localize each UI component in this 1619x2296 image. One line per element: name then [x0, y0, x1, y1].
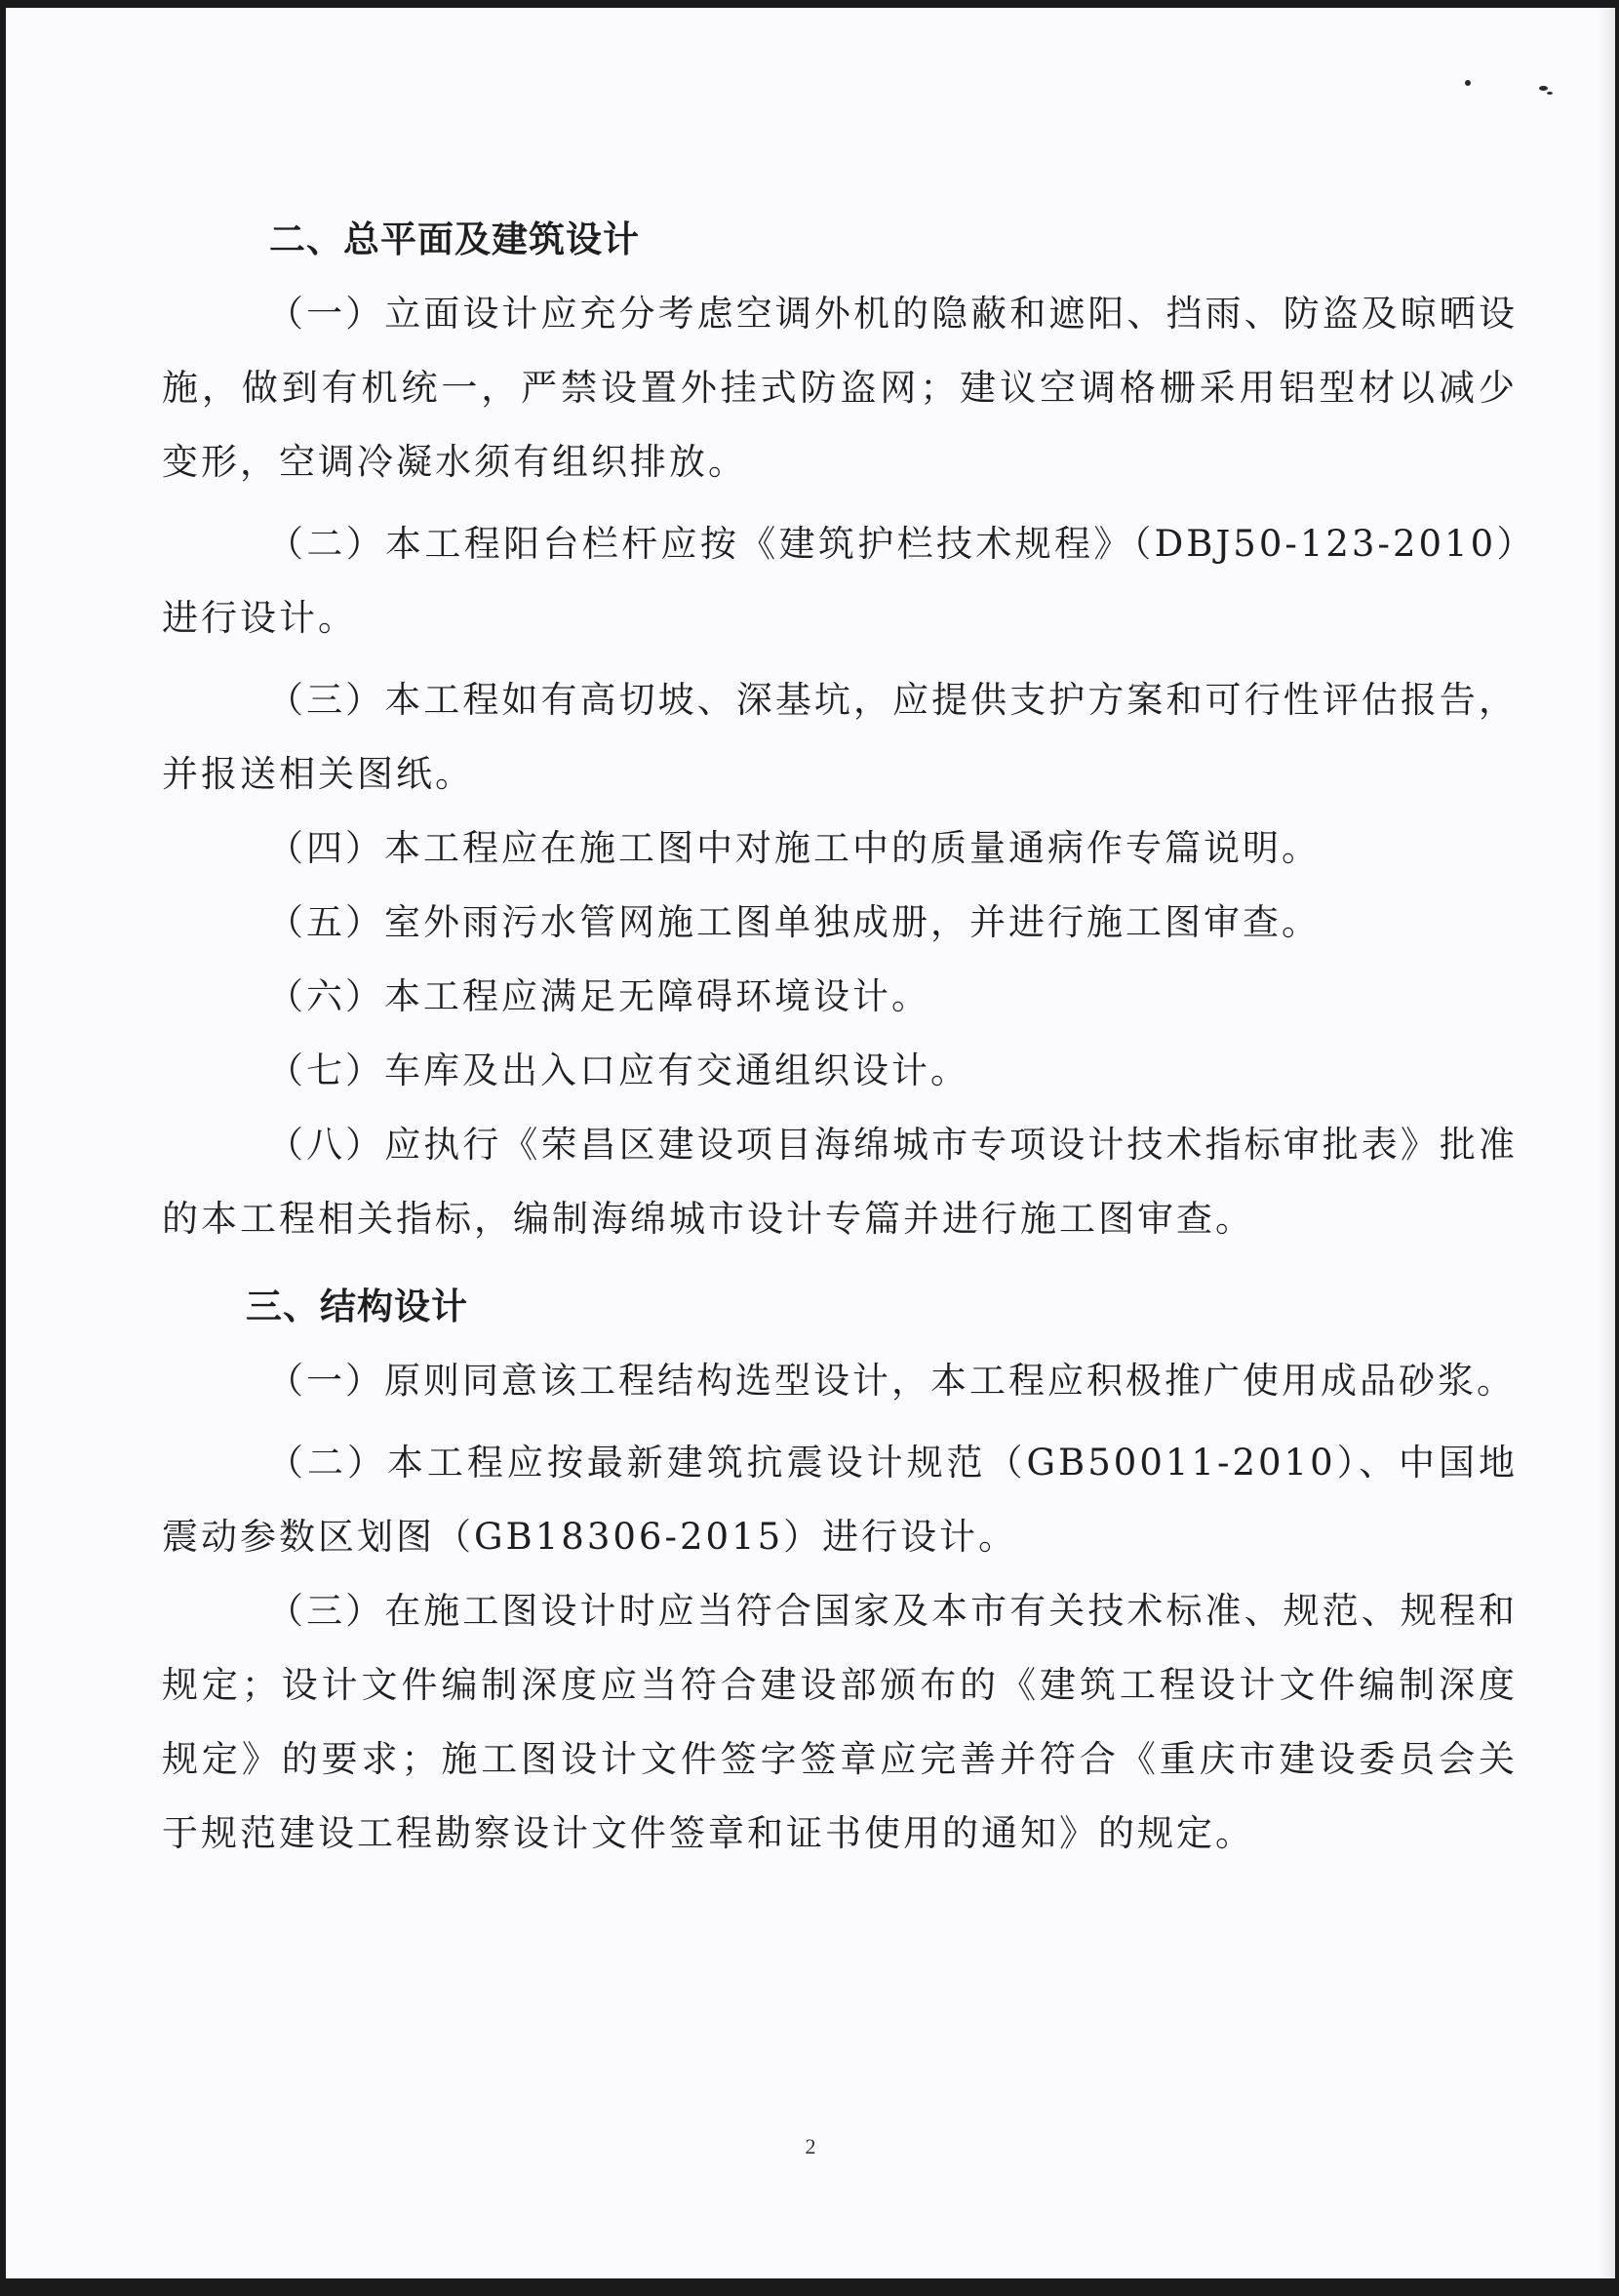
- paragraph-2-2: （二）本工程阳台栏杆应按《建筑护栏技术规程》（DBJ50-123-2010）进行设计。: [162, 523, 1518, 639]
- paragraph-2-7: （七）车库及出入口应有交通组织设计。: [267, 1049, 969, 1091]
- paragraph-2-4: （四）本工程应在施工图中对施工中的质量通病作专篇说明。: [267, 827, 1321, 869]
- paragraph-2-8: （八）应执行《荣昌区建设项目海绵城市专项设计技术指标审批表》批准的本工程相关指标，编制海绵城市设计专篇并进行施工图审查。: [162, 1124, 1518, 1240]
- document-page: [6, 8, 1615, 2278]
- paragraph-2-3: （三）本工程如有高切坡、深基坑，应提供支护方案和可行性评估报告，并报送相关图纸。: [162, 679, 1518, 795]
- paragraph-2-1: （一）立面设计应充分考虑空调外机的隐蔽和遮阳、挡雨、防盗及晾晒设施，做到有机统一，严禁设置外挂式防盗网；建议空调格栅采用铝型材以减少变形，空调冷凝水须有组织排放。: [162, 293, 1518, 483]
- section-heading-site-architecture: 二、总平面及建筑设计: [269, 218, 640, 260]
- paragraph-2-6: （六）本工程应满足无障碍环境设计。: [267, 975, 930, 1017]
- scan-speck: [1465, 80, 1471, 86]
- scan-speck: [1547, 92, 1553, 95]
- scan-edge-shadow: [1598, 8, 1615, 2278]
- paragraph-3-1: （一）原则同意该工程结构选型设计，本工程应积极推广使用成品砂浆。: [267, 1360, 1516, 1402]
- section-heading-structure: 三、结构设计: [246, 1286, 468, 1327]
- document-body: [162, 203, 1518, 1871]
- paragraph-3-3: （三）在施工图设计时应当符合国家及本市有关技术标准、规范、规程和规定；设计文件编制深度应当符合建设部颁布的《建筑工程设计文件编制深度规定》的要求；施工图设计文件签字签章应完善并符合《重庆市建设委员会关于规范建设工程勘察设计文件签章和证书使用的通知》的规定。: [162, 1590, 1518, 1854]
- scan-speck: [1539, 86, 1548, 91]
- paragraph-3-2: （二）本工程应按最新建筑抗震设计规范（GB50011-2010）、中国地震动参数区划图（GB18306-2015）进行设计。: [162, 1442, 1518, 1558]
- paragraph-2-5: （五）室外雨污水管网施工图单独成册，并进行施工图审查。: [267, 901, 1321, 943]
- page-number: 2: [805, 2134, 816, 2158]
